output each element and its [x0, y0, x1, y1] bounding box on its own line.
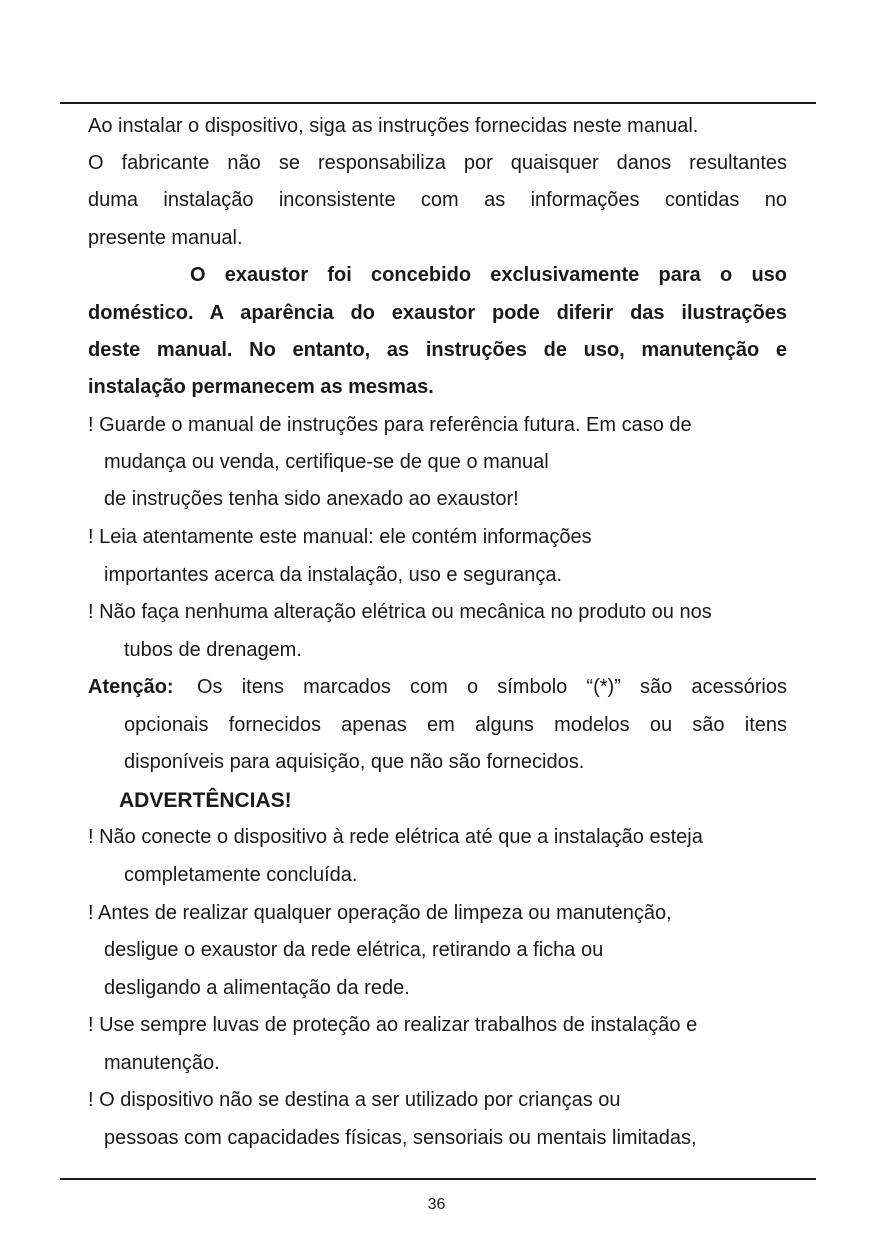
instruction-item: ! Guarde o manual de instruções para referência futura. Em caso de [88, 414, 692, 436]
page-number: 36 [427, 1196, 446, 1213]
instruction-item-continuation: de instruções tenha sido anexado ao exaustor! [104, 488, 519, 510]
domestic-use-notice-line: doméstico. A aparência do exaustor pode diferir das ilustrações [88, 302, 787, 324]
domestic-use-notice-line: O exaustor foi concebido exclusivamente para o uso [190, 264, 787, 286]
attention-text-line: Os itens marcados com o símbolo “(*)” são acessórios [197, 676, 787, 698]
intro-paragraph: Ao instalar o dispositivo, siga as instruções fornecidas neste manual. [88, 115, 699, 137]
liability-paragraph-line: O fabricante não se responsabiliza por quaisquer danos resultantes [88, 152, 787, 174]
instruction-item-continuation: mudança ou venda, certifique-se de que o manual [104, 451, 549, 473]
bottom-divider [60, 1178, 816, 1180]
attention-text-line: disponíveis para aquisição, que não são fornecidos. [124, 751, 585, 773]
liability-paragraph-line: duma instalação inconsistente com as informações contidas no [88, 189, 787, 211]
warning-item: ! Não conecte o dispositivo à rede elétrica até que a instalação esteja [88, 826, 703, 848]
warning-item-continuation: manutenção. [104, 1052, 220, 1074]
warning-item-continuation: desligue o exaustor da rede elétrica, retirando a ficha ou [104, 939, 604, 961]
warnings-heading: ADVERTÊNCIAS! [119, 789, 292, 812]
warning-item: ! O dispositivo não se destina a ser utilizado por crianças ou [88, 1089, 621, 1111]
domestic-use-notice-line: deste manual. No entanto, as instruções de uso, manutenção e [88, 339, 787, 361]
instruction-item: ! Não faça nenhuma alteração elétrica ou mecânica no produto ou nos [88, 601, 712, 623]
warning-item-continuation: pessoas com capacidades físicas, sensoriais ou mentais limitadas, [104, 1127, 697, 1149]
warning-item-continuation: completamente concluída. [124, 864, 358, 886]
instruction-item: ! Leia atentamente este manual: ele contém informações [88, 526, 592, 548]
instruction-item-continuation: importantes acerca da instalação, uso e segurança. [104, 564, 563, 586]
instruction-item-continuation: tubos de drenagem. [124, 639, 302, 661]
warning-item: ! Use sempre luvas de proteção ao realizar trabalhos de instalação e [88, 1014, 698, 1036]
domestic-use-notice-line: instalação permanecem as mesmas. [88, 376, 434, 398]
top-divider [60, 102, 816, 104]
warning-item: ! Antes de realizar qualquer operação de limpeza ou manutenção, [88, 902, 672, 924]
attention-label: Atenção: [88, 676, 174, 698]
attention-text-line: opcionais fornecidos apenas em alguns modelos ou são itens [124, 714, 787, 736]
warning-item-continuation: desligando a alimentação da rede. [104, 977, 410, 999]
liability-paragraph-line: presente manual. [88, 227, 243, 249]
